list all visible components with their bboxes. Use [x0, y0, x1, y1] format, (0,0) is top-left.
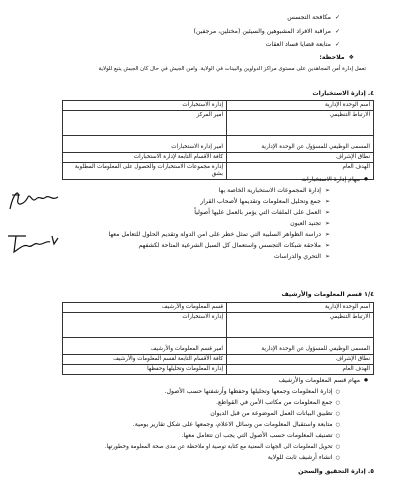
list-item: ✓ متابعة قضايا فساد العقات: [266, 41, 340, 49]
list-item: ➢ التحري والدراسات: [274, 253, 330, 261]
list-item: ➢ ملاحقة شبكات التجسس واستعمال كل السبل الشرعية المتاحة لكشفهم: [138, 242, 330, 250]
signature-mark: [6, 185, 64, 215]
note-text: تعمل إدارة أمن المجاهدين على مستوى مراكز الدواوين والبينات في الولاية. وامن الجيش في حال كان الجيش يتبع للولاية: [98, 66, 366, 72]
list-item: ✓ مكافحة التجسس: [287, 14, 340, 22]
table-row: [63, 365, 374, 375]
table-row: [63, 355, 374, 365]
row-value: إدارة الاستخبارات: [63, 313, 227, 338]
section-number: ٤.: [367, 90, 374, 97]
list-item: ➢ تجنيد العيون: [290, 220, 330, 228]
list-item: ○ تطبيق البيانات العمل الموضوعة من قبل الديوان: [210, 410, 340, 418]
section-title: إدارة الاستخبارات: [312, 90, 366, 97]
row-value: كافة الأقسام التابعة لقسم المعلومات والأرشيف: [63, 355, 227, 365]
org-table: [62, 100, 374, 180]
row-label: اسم الوحدة الإدارية: [227, 101, 374, 111]
row-label: الارتباط التنظيمي: [227, 313, 374, 338]
section-heading: [282, 291, 374, 299]
row-label: اسم الوحدة الإدارية: [227, 303, 374, 313]
list-item: ○ متابعة واستقبال المعلومات من وسائل الاعلام، وجمعها على شكل تقارير يومية.: [133, 421, 340, 429]
section-number: ١/٤: [364, 291, 374, 298]
list-item: ○ إدارة المعلومات وجمعها وتحليلها وحفظها وأرشفتها حسب الأصول.: [165, 388, 340, 396]
row-label: نطاق الإشراف: [227, 355, 374, 365]
table-row: [63, 136, 374, 153]
table-row: [63, 303, 374, 313]
row-value: امير قسم المعلومات والأرشيف: [63, 338, 227, 355]
table-row: [63, 338, 374, 355]
row-value: إدارة مجموعات الاستخبارات والحصول على المعلومات المطلوبة بشق: [63, 163, 227, 180]
row-value: قسم المعلومات والأرشيف: [63, 303, 227, 313]
table-row: [63, 313, 374, 338]
tasks-title: ● مهام إدارة الاستخبارات: [301, 176, 368, 184]
list-item: ○ انشاء أرشيف ثابت للولاية: [268, 454, 340, 462]
note-label: ❖ ملاحظة:: [319, 54, 354, 62]
section-heading: [298, 468, 374, 476]
table-row: [63, 111, 374, 136]
section-heading: [312, 90, 374, 98]
list-item: ➢ دراسة الظواهر السلبية التي تمثل خطر على امن الدولة وتقديم الحلول للتعامل معها: [108, 231, 330, 239]
tasks-title: ● مهام قسم المعلومات والأرشيف: [279, 377, 368, 385]
row-label: المسمى الوظيفي للمسؤول عن الوحدة الإدارية: [227, 338, 374, 355]
row-value: إدارة المعلومات وتحليلها وحفظها: [63, 365, 227, 375]
section-number: ٥.: [367, 468, 374, 475]
list-item: ○ تحويل المعلومات الى الجهات المعنية مع كتابة توصية او ملاحظة عن مدى صحة المعلومة وخطورتها.: [105, 443, 340, 451]
row-label: المسمى الوظيفي للمسؤول عن الوحدة الإدارية: [227, 136, 374, 153]
table-row: [63, 153, 374, 163]
list-item: ○ جمع المعلومات من مكاتب الأمن في القواطع.: [216, 399, 340, 407]
row-label: نطاق الإشراف: [227, 153, 374, 163]
org-table: [62, 302, 374, 375]
section-title: قسم المعلومات والأرشيف: [281, 291, 363, 298]
signature-mark: [4, 230, 64, 258]
row-value: إدارة الاستخبارات: [63, 101, 227, 111]
row-value: امير إدارة الاستخبارات: [63, 136, 227, 153]
row-label: الارتباط التنظيمي: [227, 111, 374, 136]
row-value: كافة الأقسام التابعة لإدارة الاستخبارات: [63, 153, 227, 163]
row-label: الهدف العام: [227, 365, 374, 375]
row-value: امير المركز: [63, 111, 227, 136]
list-item: ➢ العمل على الملفات التي يؤمر بالعمل عليها أصولياً: [194, 209, 330, 217]
list-item: ➢ جمع وتحليل المعلومات وتقديمها لأصحاب القرار: [200, 198, 330, 206]
row-label: الهدف العام: [227, 163, 374, 180]
list-item: ➢ إدارة المجموعات الاستخبارية الخاصة بها: [219, 187, 330, 195]
section-title: إدارة التحقيق والسجن: [298, 468, 366, 475]
table-row: [63, 101, 374, 111]
list-item: ✓ مراقبة الافراد المشبوهين والسيئين (مختلين، مرجفين): [194, 28, 340, 36]
list-item: ○ تصنيف المعلومات حسب الأصول التي يجب ان تتعامل معها.: [181, 432, 340, 440]
